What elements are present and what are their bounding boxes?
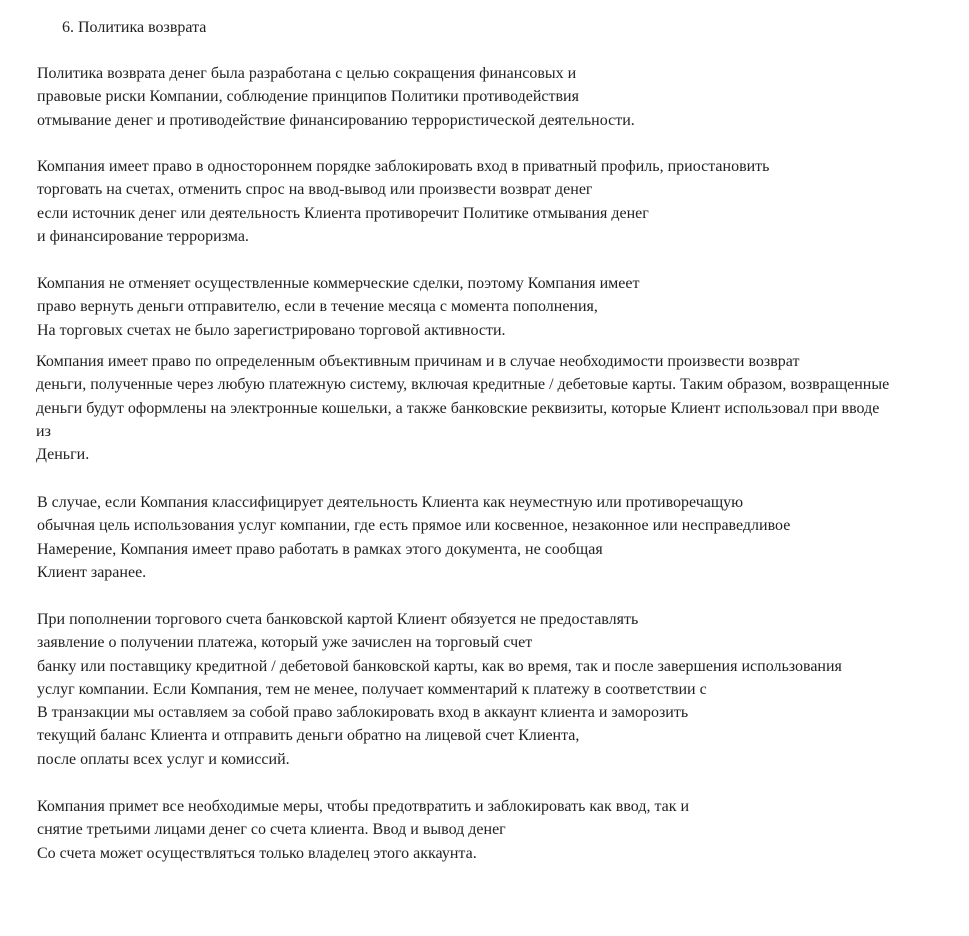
paragraph-line: Со счета может осуществляться только владелец этого аккаунта.: [37, 844, 477, 862]
paragraph-line: правовые риски Компании, соблюдение принципов Политики противодействия: [37, 88, 579, 106]
paragraph-line: снятие третьими лицами денег со счета клиента. Ввод и вывод денег: [37, 821, 506, 839]
paragraph-no-trading-activity: [37, 272, 639, 342]
paragraph-line: Деньги.: [36, 446, 90, 464]
paragraph-line: после оплаты всех услуг и комиссий.: [37, 750, 290, 768]
paragraph-line: В транзакции мы оставляем за собой право заблокировать вход в аккаунт клиента и заморозить: [37, 704, 689, 722]
paragraph-card-chargeback: [37, 608, 842, 771]
paragraph-line: Компания имеет право по определенным объективным причинам и в случае необходимости произвести возврат: [36, 353, 800, 370]
paragraph-line: деньги будут оформлены на электронные кошельки, а также банковские реквизиты, которые Клиент использовал при вводе: [36, 399, 880, 417]
paragraph-line: право вернуть деньги отправителю, если в течение месяца с момента пополнения,: [37, 298, 598, 316]
paragraph-line: торговать на счетах, отменить спрос на ввод-вывод или произвести возврат денег: [37, 181, 593, 199]
paragraph-line: если источник денег или деятельность Клиента противоречит Политике отмывания денег: [37, 204, 649, 222]
paragraph-line: услуг компании. Если Компания, тем не менее, получает комментарий к платежу в соответствии с: [37, 680, 707, 698]
paragraph-line: обычная цель использования услуг компании, где есть прямое или косвенное, незаконное или несправедливое: [37, 517, 791, 535]
paragraph-line: Компания не отменяет осуществленные коммерческие сделки, поэтому Компания имеет: [37, 275, 640, 292]
paragraph-line: Клиент заранее.: [37, 563, 147, 581]
section-heading: 6. Политика возврата: [62, 19, 207, 36]
paragraph-line: отмывание денег и противодействие финансированию террористической деятельности.: [37, 111, 635, 129]
paragraph-line: и финансирование терроризма.: [37, 227, 249, 245]
paragraph-line: деньги, полученные через любую платежную систему, включая кредитные / дебетовые карты. Таким образом, возвращенные: [36, 376, 890, 394]
paragraph-line: При пополнении торгового счета банковской картой Клиент обязуется не предоставлять: [37, 611, 639, 628]
paragraph-purpose: [37, 62, 635, 132]
paragraph-line: Политика возврата денег была разработана с целью сокращения финансовых и: [37, 65, 577, 82]
paragraph-line: банку или поставщику кредитной / дебетовой банковской карты, как во время, так и после завершения использования: [37, 657, 842, 675]
paragraph-refund-method: [36, 350, 889, 466]
paragraph-third-party-protection: [37, 795, 689, 865]
paragraph-inappropriate-activity: [37, 491, 790, 584]
paragraph-line: В случае, если Компания классифицирует деятельность Клиента как неуместную или противоречащую: [37, 494, 744, 511]
paragraph-line: заявление о получении платежа, который уже зачислен на торговый счет: [37, 634, 533, 652]
paragraph-line: Намерение, Компания имеет право работать в рамках этого документа, не сообщая: [37, 540, 603, 558]
paragraph-blocking-rights: [37, 155, 769, 248]
paragraph-line: Компания примет все необходимые меры, чтобы предотвратить и заблокировать как ввод, так и: [37, 798, 690, 815]
paragraph-line: текущий баланс Клиента и отправить деньги обратно на лицевой счет Клиента,: [37, 727, 580, 745]
paragraph-line: Компания имеет право в одностороннем порядке заблокировать вход в приватный профиль, приостановить: [37, 158, 770, 175]
paragraph-line: На торговых счетах не было зарегистрировано торговой активности.: [37, 321, 506, 339]
paragraph-line: из: [36, 422, 51, 440]
